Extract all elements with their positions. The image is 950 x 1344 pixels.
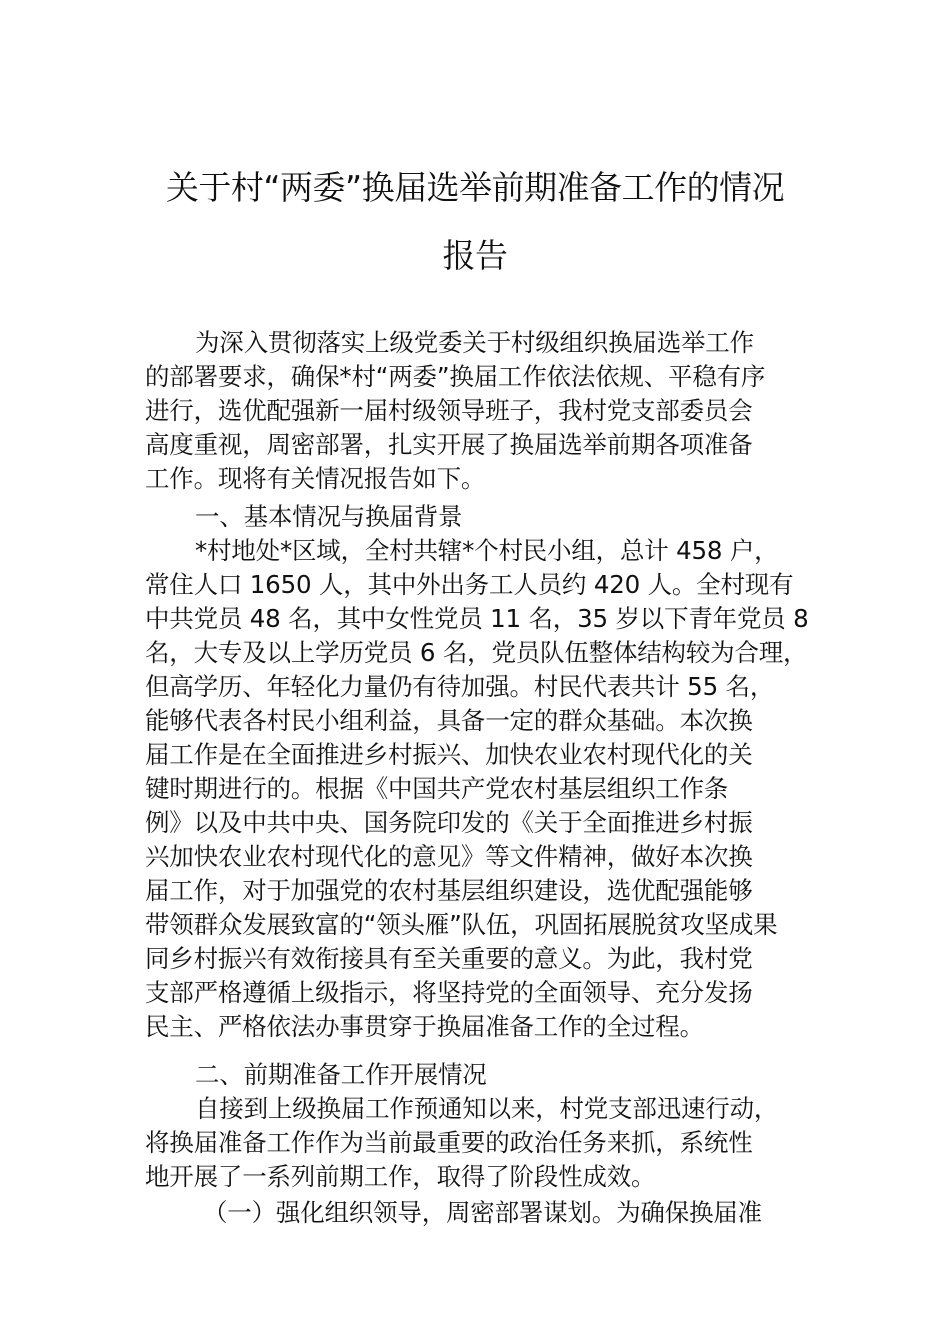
paragraph-line: 工作。现将有关情况报告如下。: [145, 464, 486, 493]
paragraph-line: 但高学历、年轻化力量仍有待加强。村民代表共计 55 名，: [145, 672, 775, 701]
paragraph-line: 民主、严格依法办事贯穿于换届准备工作的全过程。: [145, 1012, 704, 1041]
paragraph-line: 支部严格遵循上级指示，将坚持党的全面领导、充分发扬: [145, 978, 753, 1007]
paragraph-line: 将换届准备工作作为当前最重要的政治任务来抓，系统性: [145, 1128, 753, 1157]
paragraph-line: 名，大专及以上学历党员 6 名，党员队伍整体结构较为合理，: [145, 638, 808, 667]
paragraph-line: 届工作是在全面推进乡村振兴、加快农业农村现代化的关: [145, 740, 753, 769]
paragraph-line: 例》以及中共中央、国务院印发的《关于全面推进乡村振: [145, 808, 753, 837]
paragraph-line: 带领群众发展致富的“领头雁”队伍，巩固拓展脱贫攻坚成果: [145, 910, 778, 939]
paragraph-line: 为深入贯彻落实上级党委关于村级组织换届选举工作: [195, 328, 754, 357]
paragraph-line: 兴加快农业农村现代化的意见》等文件精神，做好本次换: [145, 842, 753, 871]
title-line-1: 关于村“两委”换届选举前期准备工作的情况: [165, 168, 785, 207]
paragraph-line: 自接到上级换届工作预通知以来，村党支部迅速行动，: [195, 1094, 779, 1123]
paragraph-line: 中共党员 48 名，其中女性党员 11 名，35 岁以下青年党员 8: [145, 604, 809, 633]
paragraph-line: 同乡村振兴有效衔接具有至关重要的意义。为此，我村党: [145, 944, 753, 973]
paragraph-line: 地开展了一系列前期工作，取得了阶段性成效。: [145, 1162, 656, 1191]
paragraph-line: 键时期进行的。根据《中国共产党农村基层组织工作条: [145, 774, 729, 803]
section-heading-2: 二、前期准备工作开展情况: [195, 1060, 487, 1089]
paragraph-line: 能够代表各村民小组利益，具备一定的群众基础。本次换: [145, 706, 753, 735]
paragraph-line: 届工作，对于加强党的农村基层组织建设，选优配强能够: [145, 876, 753, 905]
paragraph-line: 高度重视，周密部署，扎实开展了换届选举前期各项准备: [145, 430, 753, 459]
subsection-heading-1: （一）强化组织领导，周密部署谋划。为确保换届准: [203, 1198, 762, 1227]
paragraph-line: 常住人口 1650 人，其中外出务工人员约 420 人。全村现有: [145, 570, 794, 599]
section-heading-1: 一、基本情况与换届背景: [195, 502, 463, 531]
title-line-2: 报告: [442, 236, 508, 275]
paragraph-line: 进行，选优配强新一届村级领导班子，我村党支部委员会: [145, 396, 753, 425]
paragraph-line: 的部署要求，确保*村“两委”换届工作依法依规、平稳有序: [145, 362, 766, 391]
paragraph-line: *村地处*区域，全村共辖*个村民小组，总计 458 户，: [195, 536, 779, 565]
